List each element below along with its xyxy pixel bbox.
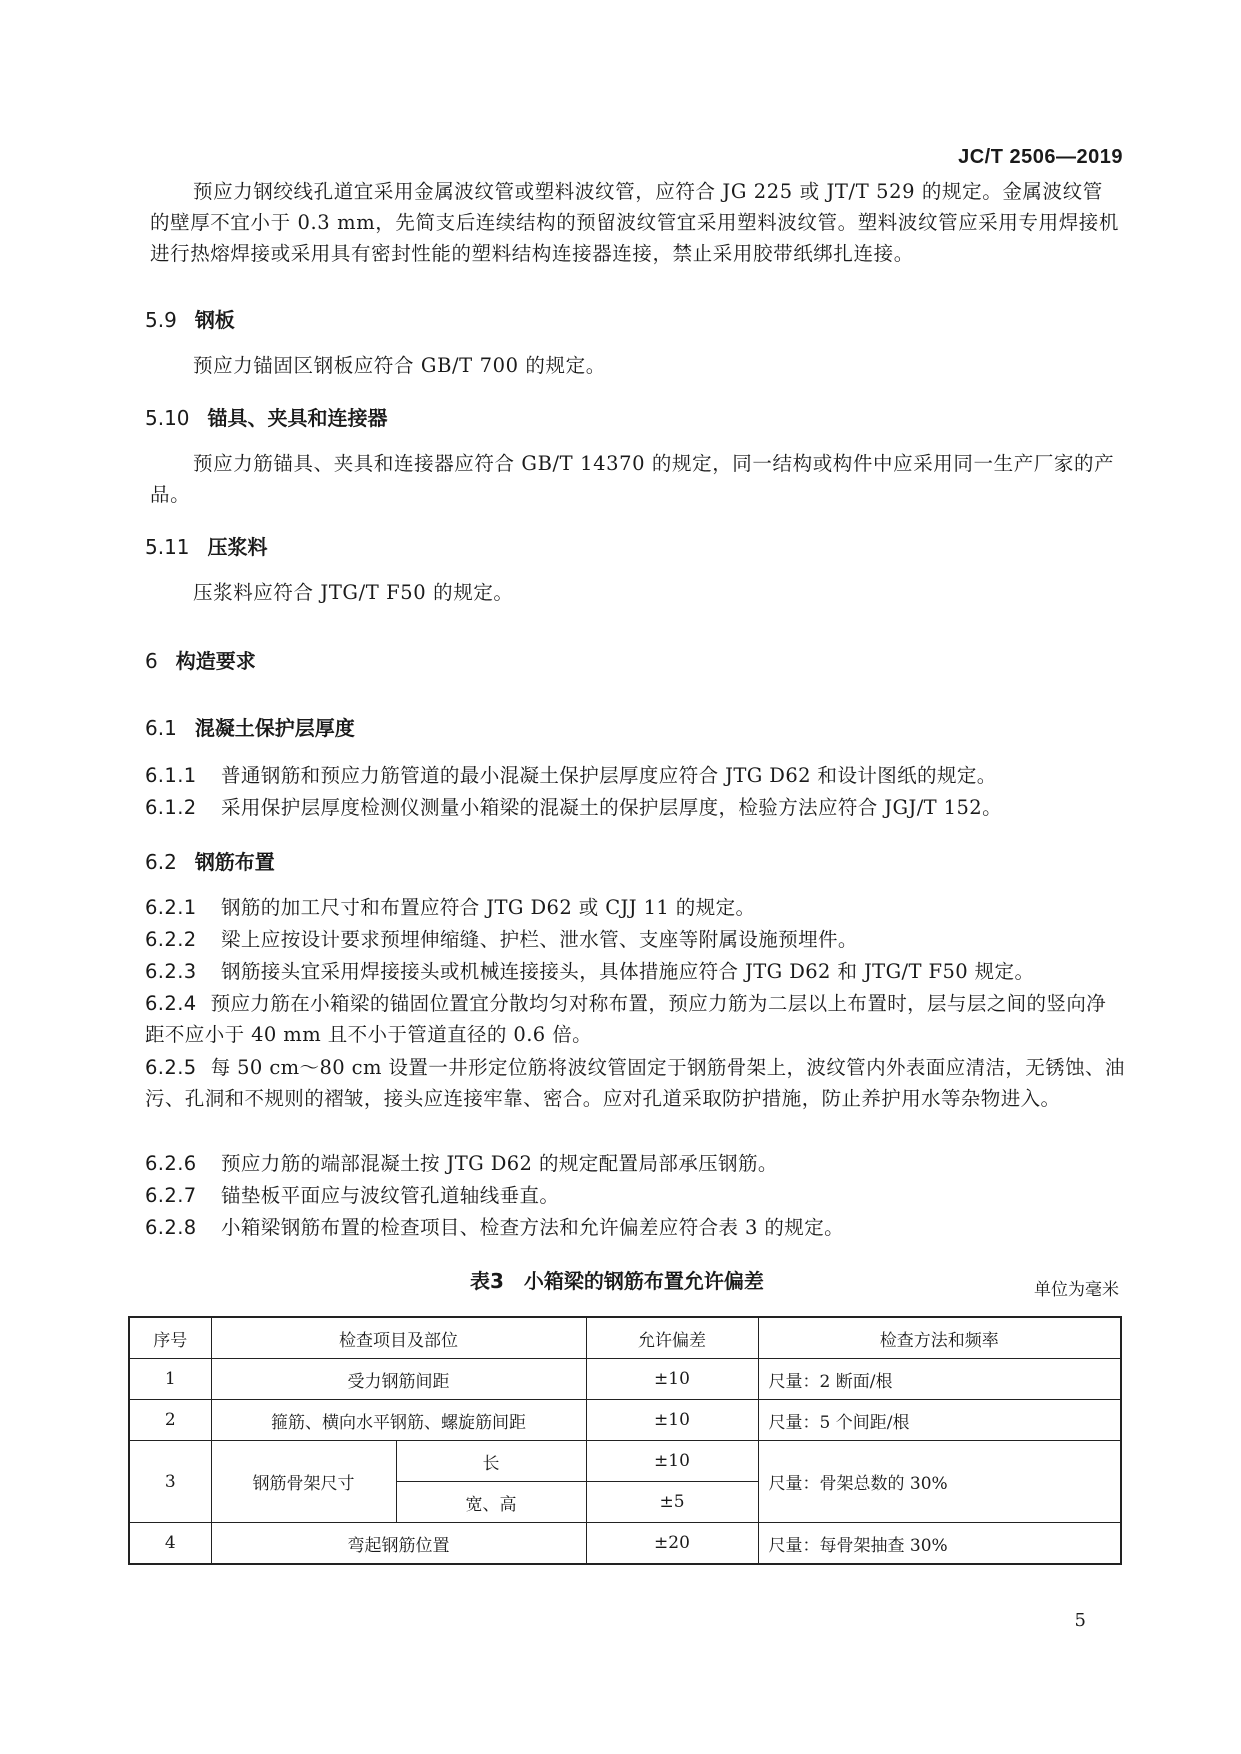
clause-6-2-2 (145, 924, 1125, 955)
clause-6-2-5 (145, 1052, 1125, 1114)
cell-method: 尺量：5 个间距/根 (758, 1400, 1121, 1441)
table-row (129, 1359, 1121, 1400)
clause-number: 6.2.6 (145, 1152, 197, 1175)
cell-item: 箍筋、横向水平钢筋、螺旋筋间距 (211, 1400, 586, 1441)
paragraph-duct: 预应力钢绞线孔道宜采用金属波纹管或塑料波纹管，应符合 JG 225 或 JT/T 529 的规定。金属波纹管的壁厚不宜小于 0.3 mm，先简支后连续结构的预留波纹管宜采用塑料波纹管。塑料波纹管应采用专用焊接机进行热熔焊接或采用具有密封性能的塑料结构连接器连接，禁止采用胶带纸绑扎连接。 (150, 180, 1119, 265)
clause-number: 6.2.1 (145, 896, 197, 919)
heading-title: 锚具、夹具和连接器 (207, 406, 388, 430)
cell-method: 尺量：每骨架抽查 30% (758, 1523, 1121, 1565)
heading-title: 混凝土保护层厚度 (194, 716, 355, 740)
clause-6-2-6 (145, 1148, 1125, 1179)
clause-6-1-2 (145, 792, 1125, 823)
heading-6 (145, 645, 256, 674)
cell-no: 3 (129, 1441, 211, 1523)
clause-text: 钢筋接头宜采用焊接接头或机械连接接头，具体措施应符合 JTG D62 和 JTG/T F50 规定。 (221, 960, 1035, 983)
cell-tolerance: ±10 (586, 1400, 758, 1441)
clause-number: 6.2.2 (145, 928, 197, 951)
clause-number: 6.1.2 (145, 796, 197, 819)
clause-text: 每 50 cm～80 cm 设置一井形定位筋将波纹管固定于钢筋骨架上，波纹管内外表面应清洁，无锈蚀、油污、孔洞和不规则的褶皱，接头应连接牢靠、密合。应对孔道采取防护措施，防止养护用水等杂物进入。 (145, 1056, 1125, 1110)
clause-number: 6.2.4 (145, 992, 197, 1015)
clause-text: 钢筋的加工尺寸和布置应符合 JTG D62 或 CJJ 11 的规定。 (221, 896, 756, 919)
table-row (129, 1523, 1121, 1565)
heading-5-10 (145, 402, 388, 431)
clause-number: 6.1.1 (145, 764, 197, 787)
cell-item: 受力钢筋间距 (211, 1359, 586, 1400)
clause-number: 6.2.7 (145, 1184, 197, 1207)
cell-no: 1 (129, 1359, 211, 1400)
cell-item: 钢筋骨架尺寸 (211, 1441, 396, 1523)
clause-text: 采用保护层厚度检测仪测量小箱梁的混凝土的保护层厚度，检验方法应符合 JGJ/T 152。 (221, 796, 1003, 819)
clause-text: 普通钢筋和预应力筋管道的最小混凝土保护层厚度应符合 JTG D62 和设计图纸的规定。 (221, 764, 997, 787)
page-number: 5 (1074, 1610, 1086, 1631)
paragraph-5-11: 压浆料应符合 JTG/T F50 的规定。 (193, 581, 514, 604)
heading-6-2 (145, 846, 275, 875)
paragraph-5-10: 预应力筋锚具、夹具和连接器应符合 GB/T 14370 的规定，同一结构或构件中应采用同一生产厂家的产品。 (150, 452, 1115, 506)
table-row (129, 1441, 1121, 1482)
table-header-row (129, 1317, 1121, 1359)
header-cell: 序号 (129, 1317, 211, 1359)
cell-tolerance: ±20 (586, 1523, 758, 1565)
clause-text: 预应力筋在小箱梁的锚固位置宜分散均匀对称布置，预应力筋为二层以上布置时，层与层之间的竖向净距不应小于 40 mm 且不小于管道直径的 0.6 倍。 (145, 992, 1107, 1046)
clause-text: 锚垫板平面应与波纹管孔道轴线垂直。 (221, 1184, 560, 1207)
table-unit: 单位为毫米 (1034, 1280, 1119, 1300)
paragraph-5-9: 预应力锚固区钢板应符合 GB/T 700 的规定。 (193, 354, 606, 377)
table-row (129, 1400, 1121, 1441)
heading-5-9 (145, 304, 235, 333)
cell-tolerance: ±5 (586, 1482, 758, 1523)
header-cell: 检查项目及部位 (211, 1317, 586, 1359)
heading-number: 5.9 (145, 308, 177, 332)
clause-6-2-3 (145, 956, 1125, 987)
clause-number: 6.2.8 (145, 1216, 197, 1239)
standard-number: JC/T 2506—2019 (958, 146, 1123, 168)
heading-title: 钢筋布置 (194, 850, 275, 874)
cell-item: 弯起钢筋位置 (211, 1523, 586, 1565)
header-cell: 检查方法和频率 (758, 1317, 1121, 1359)
clause-6-2-1 (145, 892, 1125, 923)
clause-text: 预应力筋的端部混凝土按 JTG D62 的规定配置局部承压钢筋。 (221, 1152, 778, 1175)
heading-number: 5.10 (145, 406, 190, 430)
clause-text: 梁上应按设计要求预埋伸缩缝、护栏、泄水管、支座等附属设施预埋件。 (221, 928, 858, 951)
cell-tolerance: ±10 (586, 1441, 758, 1482)
heading-title: 压浆料 (207, 535, 268, 559)
clause-text: 小箱梁钢筋布置的检查项目、检查方法和允许偏差应符合表 3 的规定。 (221, 1216, 845, 1239)
heading-5-11 (145, 531, 268, 560)
heading-number: 5.11 (145, 535, 190, 559)
clause-number: 6.2.5 (145, 1056, 197, 1079)
header-cell: 允许偏差 (586, 1317, 758, 1359)
cell-method: 尺量：2 断面/根 (758, 1359, 1121, 1400)
heading-title: 钢板 (194, 308, 235, 332)
clause-6-2-8 (145, 1212, 1125, 1243)
heading-title: 构造要求 (175, 649, 256, 673)
clause-6-1-1 (145, 760, 1125, 791)
cell-no: 4 (129, 1523, 211, 1565)
cell-part: 长 (396, 1441, 586, 1482)
clause-6-2-4 (145, 988, 1125, 1050)
tolerance-table (128, 1316, 1122, 1565)
cell-part: 宽、高 (396, 1482, 586, 1523)
table-caption: 表3 小箱梁的钢筋布置允许偏差 (470, 1269, 764, 1293)
clause-6-2-7 (145, 1180, 1125, 1211)
cell-tolerance: ±10 (586, 1359, 758, 1400)
heading-number: 6.1 (145, 716, 177, 740)
cell-method: 尺量：骨架总数的 30% (758, 1441, 1121, 1523)
heading-6-1 (145, 712, 355, 741)
clause-number: 6.2.3 (145, 960, 197, 983)
cell-no: 2 (129, 1400, 211, 1441)
heading-number: 6.2 (145, 850, 177, 874)
heading-number: 6 (145, 649, 158, 673)
